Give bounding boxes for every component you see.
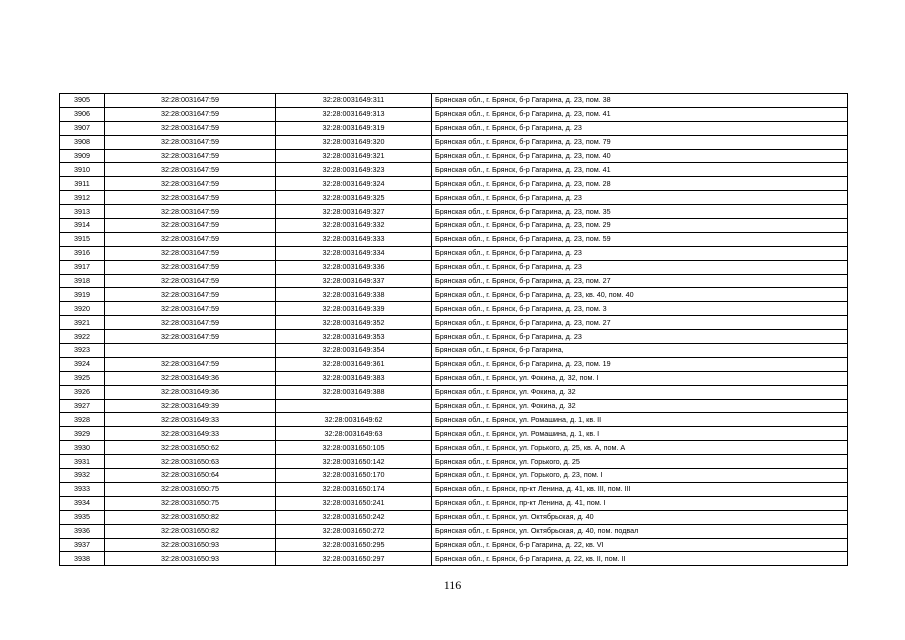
row-number-cell: 3917: [60, 260, 105, 274]
cadastral-number-cell: 32:28:0031649:388: [276, 385, 432, 399]
address-cell: Брянская обл., г. Брянск, б-р Гагарина, д. 22, кв. VI: [432, 538, 848, 552]
address-cell: Брянская обл., г. Брянск, б-р Гагарина, д. 23: [432, 121, 848, 135]
cadastral-number-cell: 32:28:0031649:339: [276, 302, 432, 316]
row-number-cell: 3926: [60, 385, 105, 399]
row-number-cell: 3909: [60, 149, 105, 163]
cadastral-number-cell: 32:28:0031650:241: [276, 496, 432, 510]
parent-cadastral-number-cell: 32:28:0031647:59: [105, 330, 276, 344]
address-cell: Брянская обл., г. Брянск, б-р Гагарина, д. 23: [432, 330, 848, 344]
address-cell: Брянская обл., г. Брянск, ул. Ромашина, д. 1, кв. II: [432, 413, 848, 427]
table-row: [60, 205, 848, 219]
row-number-cell: 3925: [60, 371, 105, 385]
cadastral-number-cell: 32:28:0031649:62: [276, 413, 432, 427]
cadastral-number-cell: 32:28:0031649:313: [276, 107, 432, 121]
table-body: [60, 94, 848, 566]
parent-cadastral-number-cell: 32:28:0031650:93: [105, 552, 276, 566]
row-number-cell: 3908: [60, 135, 105, 149]
cadastral-number-cell: 32:28:0031649:321: [276, 149, 432, 163]
table-row: [60, 149, 848, 163]
address-cell: Брянская обл., г. Брянск, б-р Гагарина, д. 23, пом. 19: [432, 357, 848, 371]
document-table-container: [59, 93, 847, 566]
table-row: [60, 288, 848, 302]
parent-cadastral-number-cell: 32:28:0031647:59: [105, 135, 276, 149]
row-number-cell: 3931: [60, 455, 105, 469]
address-cell: Брянская обл., г. Брянск, ул. Фокина, д. 32: [432, 399, 848, 413]
table-row: [60, 274, 848, 288]
parent-cadastral-number-cell: 32:28:0031647:59: [105, 232, 276, 246]
parent-cadastral-number-cell: 32:28:0031650:64: [105, 469, 276, 483]
cadastral-number-cell: 32:28:0031649:383: [276, 371, 432, 385]
address-cell: Брянская обл., г. Брянск, ул. Фокина, д. 32, пом. I: [432, 371, 848, 385]
address-cell: Брянская обл., г. Брянск, пр-кт Ленина, д. 41, кв. III, пом. III: [432, 482, 848, 496]
parent-cadastral-number-cell: 32:28:0031650:62: [105, 441, 276, 455]
parent-cadastral-number-cell: 32:28:0031647:59: [105, 107, 276, 121]
table-row: [60, 121, 848, 135]
table-row: [60, 441, 848, 455]
cadastral-number-cell: 32:28:0031650:297: [276, 552, 432, 566]
parent-cadastral-number-cell: 32:28:0031647:59: [105, 246, 276, 260]
address-cell: Брянская обл., г. Брянск, б-р Гагарина, д. 23, пом. 27: [432, 316, 848, 330]
address-cell: Брянская обл., г. Брянск, б-р Гагарина, д. 23, пом. 41: [432, 107, 848, 121]
table-row: [60, 302, 848, 316]
parent-cadastral-number-cell: 32:28:0031647:59: [105, 163, 276, 177]
address-cell: Брянская обл., г. Брянск, б-р Гагарина, д. 23, пом. 40: [432, 149, 848, 163]
parent-cadastral-number-cell: 32:28:0031647:59: [105, 316, 276, 330]
row-number-cell: 3928: [60, 413, 105, 427]
table-row: [60, 552, 848, 566]
row-number-cell: 3914: [60, 219, 105, 233]
row-number-cell: 3905: [60, 94, 105, 108]
address-cell: Брянская обл., г. Брянск, б-р Гагарина, д. 23, пом. 29: [432, 219, 848, 233]
parent-cadastral-number-cell: 32:28:0031647:59: [105, 191, 276, 205]
table-row: [60, 357, 848, 371]
parent-cadastral-number-cell: 32:28:0031647:59: [105, 205, 276, 219]
table-row: [60, 510, 848, 524]
cadastral-number-cell: 32:28:0031650:105: [276, 441, 432, 455]
cadastral-number-cell: 32:28:0031649:333: [276, 232, 432, 246]
row-number-cell: 3932: [60, 469, 105, 483]
table-row: [60, 524, 848, 538]
address-cell: Брянская обл., г. Брянск, б-р Гагарина, д. 23, пом. 79: [432, 135, 848, 149]
parent-cadastral-number-cell: 32:28:0031647:59: [105, 149, 276, 163]
cadastral-number-cell: 32:28:0031649:327: [276, 205, 432, 219]
parent-cadastral-number-cell: 32:28:0031650:82: [105, 524, 276, 538]
row-number-cell: 3910: [60, 163, 105, 177]
cadastral-number-cell: 32:28:0031649:334: [276, 246, 432, 260]
row-number-cell: 3915: [60, 232, 105, 246]
cadastral-number-cell: 32:28:0031650:142: [276, 455, 432, 469]
cadastral-number-cell: 32:28:0031649:332: [276, 219, 432, 233]
address-cell: Брянская обл., г. Брянск, ул. Горького, д. 25, кв. А, пом. А: [432, 441, 848, 455]
address-cell: Брянская обл., г. Брянск, ул. Ромашина, д. 1, кв. I: [432, 427, 848, 441]
address-cell: Брянская обл., г. Брянск, б-р Гагарина, д. 23: [432, 191, 848, 205]
parent-cadastral-number-cell: 32:28:0031647:59: [105, 288, 276, 302]
cadastral-number-cell: 32:28:0031650:242: [276, 510, 432, 524]
table-row: [60, 316, 848, 330]
address-cell: Брянская обл., г. Брянск, ул. Горького, д. 23, пом. I: [432, 469, 848, 483]
parent-cadastral-number-cell: 32:28:0031649:36: [105, 371, 276, 385]
table-row: [60, 371, 848, 385]
table-row: [60, 399, 848, 413]
address-cell: Брянская обл., г. Брянск, б-р Гагарина, д. 23, пом. 28: [432, 177, 848, 191]
table-row: [60, 469, 848, 483]
table-row: [60, 455, 848, 469]
address-cell: Брянская обл., г. Брянск, б-р Гагарина, д. 23, пом. 3: [432, 302, 848, 316]
parent-cadastral-number-cell: 32:28:0031649:33: [105, 427, 276, 441]
parent-cadastral-number-cell: 32:28:0031647:59: [105, 357, 276, 371]
table-row: [60, 163, 848, 177]
row-number-cell: 3912: [60, 191, 105, 205]
page-number: 116: [443, 578, 462, 592]
table-row: [60, 538, 848, 552]
row-number-cell: 3916: [60, 246, 105, 260]
cadastral-number-cell: 32:28:0031649:361: [276, 357, 432, 371]
row-number-cell: 3929: [60, 427, 105, 441]
cadastral-number-cell: 32:28:0031649:354: [276, 344, 432, 358]
parent-cadastral-number-cell: 32:28:0031647:59: [105, 177, 276, 191]
row-number-cell: 3913: [60, 205, 105, 219]
row-number-cell: 3920: [60, 302, 105, 316]
table-row: [60, 191, 848, 205]
parent-cadastral-number-cell: 32:28:0031649:33: [105, 413, 276, 427]
address-cell: Брянская обл., г. Брянск, б-р Гагарина,: [432, 344, 848, 358]
parent-cadastral-number-cell: 32:28:0031650:93: [105, 538, 276, 552]
table-row: [60, 107, 848, 121]
row-number-cell: 3935: [60, 510, 105, 524]
parent-cadastral-number-cell: 32:28:0031650:75: [105, 496, 276, 510]
address-cell: Брянская обл., г. Брянск, б-р Гагарина, д. 23, пом. 27: [432, 274, 848, 288]
cadastral-number-cell: 32:28:0031649:338: [276, 288, 432, 302]
table-row: [60, 413, 848, 427]
cadastral-number-cell: 32:28:0031649:352: [276, 316, 432, 330]
cadastral-number-cell: 32:28:0031649:320: [276, 135, 432, 149]
address-cell: Брянская обл., г. Брянск, б-р Гагарина, д. 23, пом. 38: [432, 94, 848, 108]
parent-cadastral-number-cell: 32:28:0031647:59: [105, 94, 276, 108]
address-cell: Брянская обл., г. Брянск, б-р Гагарина, д. 23, кв. 40, пом. 40: [432, 288, 848, 302]
table-row: [60, 219, 848, 233]
address-cell: Брянская обл., г. Брянск, б-р Гагарина, д. 23, пом. 35: [432, 205, 848, 219]
address-cell: Брянская обл., г. Брянск, ул. Октябрьская, д. 40, пом. подвал: [432, 524, 848, 538]
address-cell: Брянская обл., г. Брянск, ул. Фокина, д. 32: [432, 385, 848, 399]
parent-cadastral-number-cell: 32:28:0031650:63: [105, 455, 276, 469]
parent-cadastral-number-cell: 32:28:0031647:59: [105, 260, 276, 274]
parent-cadastral-number-cell: 32:28:0031647:59: [105, 219, 276, 233]
cadastral-number-cell: 32:28:0031650:174: [276, 482, 432, 496]
row-number-cell: 3934: [60, 496, 105, 510]
row-number-cell: 3937: [60, 538, 105, 552]
cadastral-number-cell: 32:28:0031649:319: [276, 121, 432, 135]
row-number-cell: 3933: [60, 482, 105, 496]
row-number-cell: 3927: [60, 399, 105, 413]
cadastral-number-cell: 32:28:0031649:324: [276, 177, 432, 191]
row-number-cell: 3919: [60, 288, 105, 302]
address-cell: Брянская обл., г. Брянск, б-р Гагарина, д. 23, пом. 59: [432, 232, 848, 246]
table-row: [60, 246, 848, 260]
row-number-cell: 3921: [60, 316, 105, 330]
parent-cadastral-number-cell: [105, 344, 276, 358]
table-row: [60, 260, 848, 274]
table-row: [60, 482, 848, 496]
cadastral-number-cell: [276, 399, 432, 413]
address-cell: Брянская обл., г. Брянск, пр-кт Ленина, д. 41, пом. I: [432, 496, 848, 510]
cadastral-number-cell: 32:28:0031649:323: [276, 163, 432, 177]
row-number-cell: 3924: [60, 357, 105, 371]
cadastral-number-cell: 32:28:0031649:337: [276, 274, 432, 288]
address-cell: Брянская обл., г. Брянск, б-р Гагарина, д. 23, пом. 41: [432, 163, 848, 177]
address-cell: Брянская обл., г. Брянск, б-р Гагарина, д. 23: [432, 246, 848, 260]
parent-cadastral-number-cell: 32:28:0031647:59: [105, 274, 276, 288]
cadastral-number-cell: 32:28:0031649:311: [276, 94, 432, 108]
table-row: [60, 427, 848, 441]
table-row: [60, 232, 848, 246]
parent-cadastral-number-cell: 32:28:0031650:82: [105, 510, 276, 524]
parent-cadastral-number-cell: 32:28:0031649:36: [105, 385, 276, 399]
cadastral-number-cell: 32:28:0031649:353: [276, 330, 432, 344]
parent-cadastral-number-cell: 32:28:0031650:75: [105, 482, 276, 496]
table-row: [60, 135, 848, 149]
cadastral-number-cell: 32:28:0031650:272: [276, 524, 432, 538]
table-row: [60, 94, 848, 108]
parent-cadastral-number-cell: 32:28:0031647:59: [105, 302, 276, 316]
row-number-cell: 3930: [60, 441, 105, 455]
table-row: [60, 330, 848, 344]
row-number-cell: 3906: [60, 107, 105, 121]
address-cell: Брянская обл., г. Брянск, б-р Гагарина, д. 22, кв. II, пом. II: [432, 552, 848, 566]
row-number-cell: 3923: [60, 344, 105, 358]
cadastral-number-cell: 32:28:0031650:170: [276, 469, 432, 483]
parent-cadastral-number-cell: 32:28:0031649:39: [105, 399, 276, 413]
cadastral-number-cell: 32:28:0031649:336: [276, 260, 432, 274]
cadastral-number-cell: 32:28:0031649:63: [276, 427, 432, 441]
table-row: [60, 177, 848, 191]
cadastral-table: [59, 93, 848, 566]
row-number-cell: 3936: [60, 524, 105, 538]
table-row: [60, 385, 848, 399]
row-number-cell: 3907: [60, 121, 105, 135]
table-row: [60, 344, 848, 358]
table-row: [60, 496, 848, 510]
address-cell: Брянская обл., г. Брянск, ул. Октябрьская, д. 40: [432, 510, 848, 524]
address-cell: Брянская обл., г. Брянск, б-р Гагарина, д. 23: [432, 260, 848, 274]
address-cell: Брянская обл., г. Брянск, ул. Горького, д. 25: [432, 455, 848, 469]
row-number-cell: 3938: [60, 552, 105, 566]
cadastral-number-cell: 32:28:0031649:325: [276, 191, 432, 205]
row-number-cell: 3911: [60, 177, 105, 191]
cadastral-number-cell: 32:28:0031650:295: [276, 538, 432, 552]
parent-cadastral-number-cell: 32:28:0031647:59: [105, 121, 276, 135]
row-number-cell: 3918: [60, 274, 105, 288]
row-number-cell: 3922: [60, 330, 105, 344]
